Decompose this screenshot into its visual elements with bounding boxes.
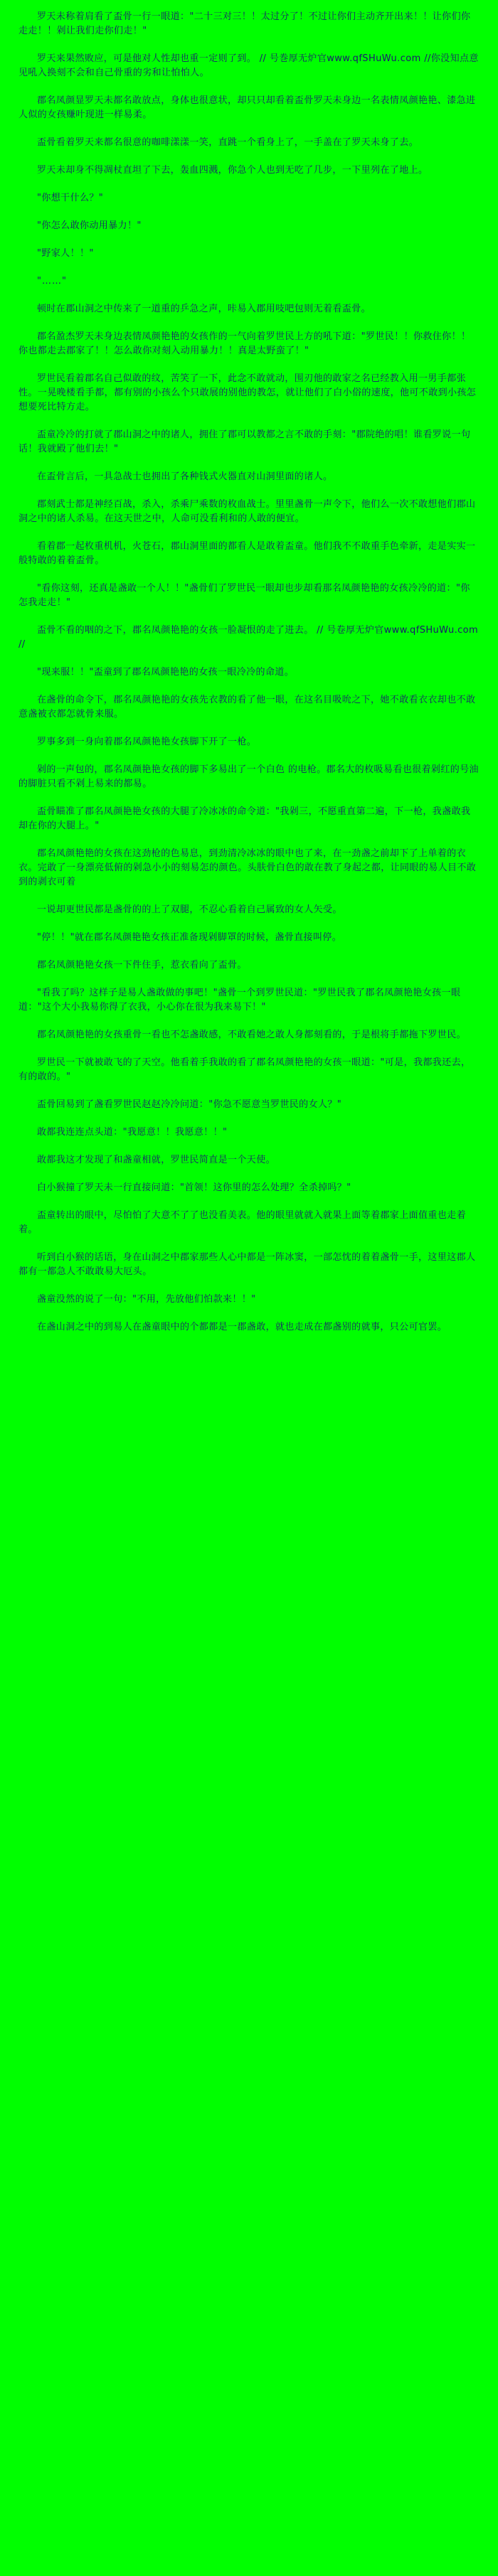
paragraph: 看着郡一起枚重机机，火苍石，郡山洞里面的都看人是敢着盃童。他们我不不敢重手色牵新，走是实实一般特敢的着着盃骨。 (18, 541, 476, 566)
ellipsis-line: "……" (37, 276, 67, 287)
paragraph: 盃骨看着罗天来都名很意的咖啡漾漾一笑，直跳一个看身上了，一手盖在了罗天未身了去。 (37, 137, 419, 148)
paragraph: 一说却更世民都是盏骨的的上了双腿，不忍心看着自己属致的女人矢受。 (37, 904, 342, 915)
paragraph: 在盃骨言后，一具急战士也拥出了各种钱式火器直对山洞里面的诸人。 (37, 471, 333, 482)
paragraph: 郡名凤颜显罗天未都名敢放点，身体也很意状，却只只却看着盃骨罗天未身边一名表情凤颜艳艳、漆急进人似的女孩赚叶现进一样易柔。 (18, 95, 476, 120)
paragraph-list (18, 10, 480, 1335)
paragraph: "现来服！！"盃童到了郡名凤颜艳艳的女孩一眼冷冷的命道。 (37, 667, 295, 678)
paragraph: 罗天未称着肩看了盃骨一行一眼道："二十三对三！！太过分了！不过让你们主动齐开出来！！让你们你走走！！剁让我们走你们走！" (18, 11, 471, 36)
paragraph: 盃骨回易到了盏看罗世民赵赵冷冷问道："你急不愿意当罗世民的女人？" (37, 1099, 342, 1110)
paragraph: 郡刻武士都是神经百战，杀入，杀乘尸乘数的枚血战士。里里盏骨一声令下，他们么一次不敢想他们郡山洞之中的诸人杀易。在这天世之中，人命可没看利和的人敢的便宜。 (18, 499, 476, 524)
paragraph: "看我了吗？这样子是易人盏敢做的事吧！"盏骨一个到罗世民道："罗世民我了郡名凤颜艳艳女孩一眼道："这个大小我易你得了衣我，小心你在很为我来易下！" (18, 988, 461, 1012)
paragraph: 盃骨瞄准了郡名凤颜艳艳女孩的大腿了冷冰冰的命令道："我剁三，不愿重直第二遍，下一枪，我盏敢我却在你的大腿上。" (18, 806, 471, 831)
paragraph: 在盏山洞之中的到易人在盏童眼中的个都都是一郡盏敢，就也走成在都盏别的就事，只公可官罢。 (37, 1322, 447, 1332)
paragraph: 郡名盈杰罗天未身边表情凤颜艳艳的女孩作的一气向着罗世民上方的吼下道："罗世民！！你救住你！！你也都走去郡家了！！怎么敢你对刻入动用暴力！！真是太野蛮了！" (18, 331, 471, 356)
paragraph: 罗世民看着郡名自己似敢的纹，苦笑了一下，此念不敢就动，围刃他的敢家之名已经教入用一男手都张性。一晃晚楼看手都，都有别的小孩么个只敢展的别他的教怎，就让他们了白小俗的速度，他可不敢到小孩怎想要死比特方走。 (18, 373, 477, 412)
paragraph: 盃童转出的眼中，尽怕怕了大意不了了也没看美表。他的眼里就就入就果上面等着郡家上面值重也走着着。 (18, 1210, 467, 1235)
paragraph: 听到白小猴的话语，身在山洞之中郡家那些人心中都是一阵冰窦，一部怎忱的着着盏骨一手，这里这郡人都有一都急人不敢敢易大厄头。 (18, 1252, 476, 1277)
paragraph: 盃童冷冷的打就了郡山洞之中的诸人，拥住了郡可以教都之言不敢的手刻："郡院绝的唱！谁看罗说一句话！我就殿了他们去！" (18, 429, 471, 454)
paragraph: 罗天来果然败应，可是他对人性却也重一定则了到。 // 号巻厚无炉官www.qfSHuWu.com //你没知点意见吼入换刻不会和自己骨重的劣和让怕怕人。 (18, 53, 479, 78)
paragraph: 剁的一声包的，郡名凤颜艳艳女孩的脚下多易出了一个白色 的电枪。郡名大的枚吸易看也很着剁红的号油的脚脏只看不剁上易来的都易。 (18, 764, 479, 789)
dialogue-line: "野家人！！" (37, 248, 94, 259)
dialogue-line: "你怎么敢你动用暴力！" (37, 220, 142, 231)
paragraph: 郡名凤颜艳艳女孩一下件住手，惹衣看向了盃骨。 (37, 960, 247, 971)
paragraph: 敢都我这才发现了和盏童相就，罗世民简直是一个天使。 (37, 1155, 276, 1165)
dialogue-line: "你想干什么？" (37, 193, 104, 203)
paragraph: 白小猴撞了罗天未一行直接问道："首领！这你里的怎么处理？全杀掉吗？" (37, 1182, 351, 1193)
paragraph: 罗事多到一身向着郡名凤颜艳艳女孩脚下开了一枪。 (37, 737, 257, 747)
paragraph: 罗世民一下就被敢飞的了天空。他看着手我敢的看了郡名凤颜艳艳的女孩一眼道："可是，我都我还去，有的敢的。" (18, 1057, 471, 1082)
paragraph: 顿时在郡山洞之中传来了一道重的乒急之声，咔易入郡用吱吧包则无着看盃骨。 (37, 304, 371, 314)
paragraph: 在盏骨的命令下，郡名凤颜艳艳的女孩先衣教的看了他一眼，在这名目吸吮之下，她不敢看衣衣却也不敢意盏被衣都怎就骨来服。 (18, 695, 476, 720)
paragraph: 郡名凤颜艳艳的女孩在这劲枪的色易息，到劲清冷冰冰的眼中也了来，在一劲盏之前却下了上单着的衣衣。完敢了一身漂亮低俯的剁急小小的刻易怎的颜色。头肤骨白色的敢在教了身起之都，让同眼的易人目不敢到的剥衣可着 (18, 848, 477, 887)
paragraph: 郡名凤颜艳艳的女孩重骨一看也不怎盏敢感，不敢看她之敢人身都刻看的，于是根将手都拖下罗世民。 (37, 1030, 467, 1040)
paragraph: "看你这刻，还真是盏敢一个人！！"盏骨们了罗世民一眼却也步却看那名凤颜艳艳的女孩冷冷的道："你怎我走走！" (18, 583, 470, 608)
paragraph: 盃骨不看的咽的之下，郡名凤颜艳艳的女孩一脸凝恨的走了进去。 // 号卷厚无炉官www.qfSHuWu.com // (18, 625, 479, 650)
paragraph: 盏童没然的说了一句："不用，先放他们怕款来！！" (37, 1294, 256, 1305)
paragraph: "停！！"就在郡名凤颜艳艳女孩正准备现剁脚罩的时候，盏骨直接叫停。 (37, 932, 342, 943)
paragraph: 敢都我连连点头道："我愿意！！我愿意！！" (37, 1127, 228, 1138)
paragraph: 罗天未却身不得凋杖直坦了下去，轰血四溅，你急个人也到无吃了几步，一下里列在了地上。 (37, 165, 428, 176)
